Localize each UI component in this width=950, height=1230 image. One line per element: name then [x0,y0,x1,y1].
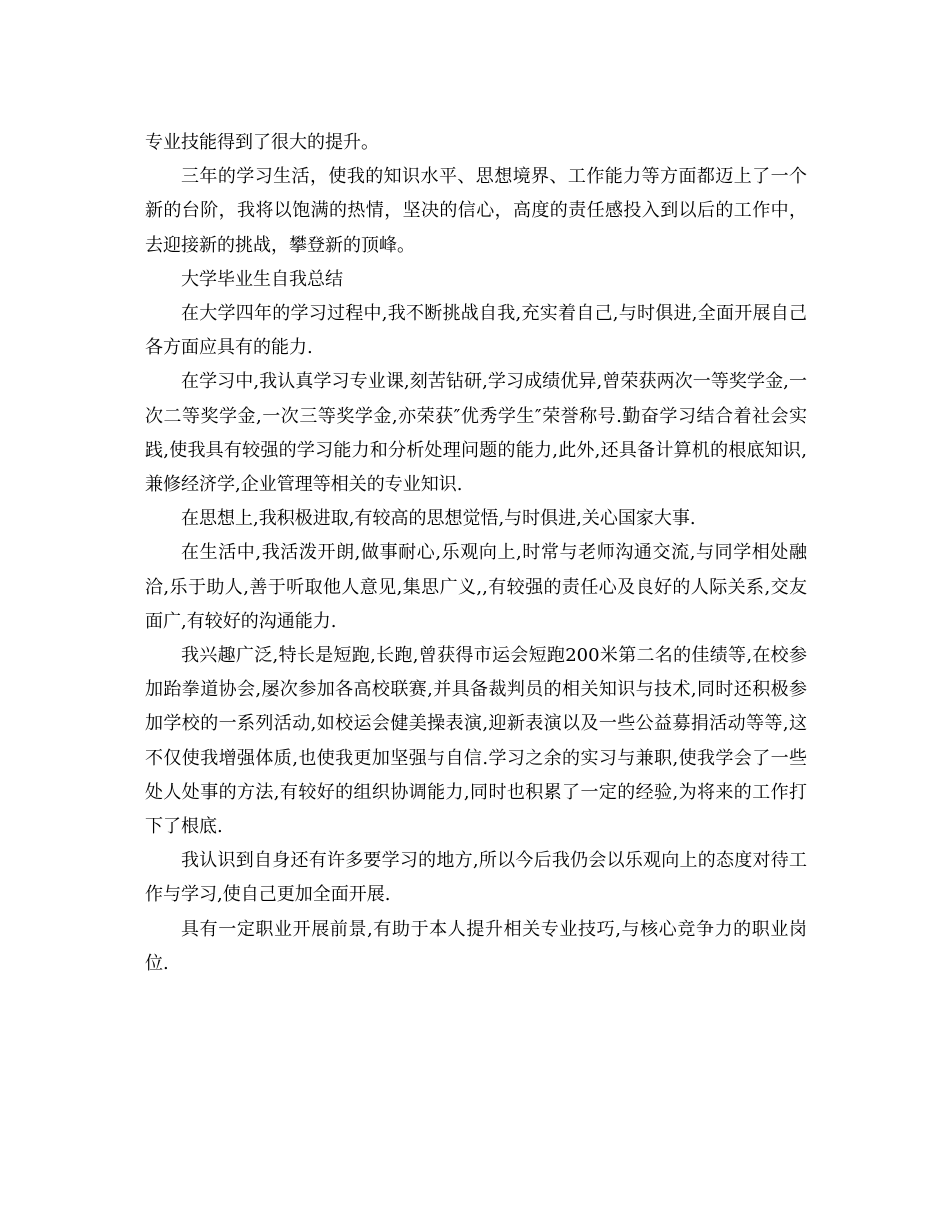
document-page [145,126,807,981]
section-heading: 大学毕业生自我总结 [181,268,343,290]
paragraph-self-awareness: 我认识到自身还有许多要学习的地方,所以今后我仍会以乐观向上的态度对待工作与学习,使自己更加全面开展. [145,850,807,906]
paragraph-intro: 在大学四年的学习过程中,我不断挑战自我,充实着自己,与时俱进,全面开展自己各方面应具有的能力. [145,303,807,359]
paragraph-study: 在学习中,我认真学习专业课,刻苦钻研,学习成绩优异,曾荣获两次一等奖学金,一次二等奖学金,一次三等奖学金,亦荣获″优秀学生″荣誉称号.勤奋学习结合着社会实践,使我具有较强的学习能力和分析处理问题的能力,此外,还具备计算机的根底知识,兼修经济学,企业管理等相关的专业知识. [145,371,807,496]
paragraph-life: 在生活中,我活泼开朗,做事耐心,乐观向上,时常与老师沟通交流,与同学相处融洽,乐于助人,善于听取他人意见,集思广义,,有较强的责任心及良好的人际关系,交友面广,有较好的沟通能力. [145,542,807,632]
paragraph-thought: 在思想上,我积极进取,有较高的思想觉悟,与时俱进,关心国家大事. [181,508,696,530]
paragraph-career: 具有一定职业开展前景,有助于本人提升相关专业技巧,与核心竞争力的职业岗位. [145,918,807,974]
paragraph-three-years-summary: 三年的学习生活，使我的知识水平、思想境界、工作能力等方面都迈上了一个新的台阶，我将以饱满的热情，坚决的信心，高度的责任感投入到以后的工作中，去迎接新的挑战，攀登新的顶峰。 [145,166,807,256]
paragraph-continuation: 专业技能得到了很大的提升。 [145,132,379,153]
paragraph-interests: 我兴趣广泛,特长是短跑,长跑,曾获得市运会短跑200米第二名的佳绩等,在校参加跆拳道协会,屡次参加各高校联赛,并具备裁判员的相关知识与技术,同时还积极参加学校的一系列活动,如校运会健美操表演,迎新表演以及一些公益募捐活动等等,这不仅使我增强体质,也使我更加坚强与自信.学习之余的实习与兼职,使我学会了一些处人处事的方法,有较好的组织协调能力,同时也积累了一定的经验,为将来的工作打下了根底. [145,645,807,838]
